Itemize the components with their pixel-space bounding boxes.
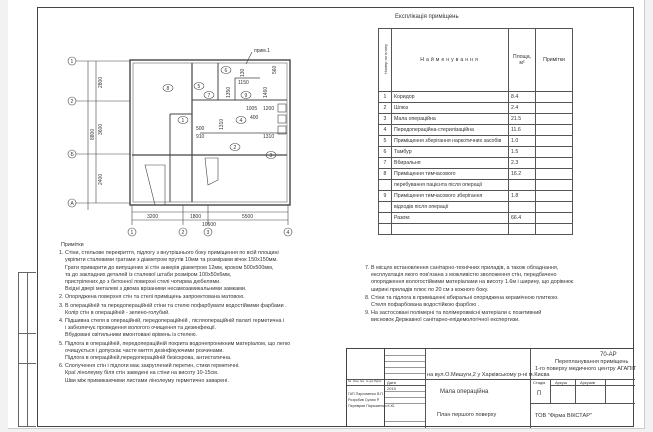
- cell-name: відходів після операції: [392, 202, 509, 213]
- inner-dim: 1310: [219, 118, 225, 130]
- note-item: [56, 250, 326, 293]
- axis-col-4: 4: [286, 230, 290, 236]
- dim-bottom-1: 1800: [190, 214, 202, 220]
- inner-dim: 500: [196, 126, 205, 132]
- cell-num: 9: [379, 191, 392, 202]
- col-header-sign: Підпис: [374, 380, 382, 383]
- note-line: укріпити сталевими гратами з діаметром прутів 10мм та розмірами вічок 150х150мм.: [65, 257, 278, 264]
- year: 2019: [387, 386, 396, 391]
- note-item: [365, 295, 627, 309]
- table-row: [379, 125, 573, 136]
- table-row: [379, 114, 573, 125]
- note-item: [56, 318, 326, 340]
- table-row: [379, 202, 573, 213]
- cell-area: 2.4: [509, 103, 536, 114]
- room-mark-8: 8: [166, 86, 170, 92]
- note-line: опорядження вологостійкими матеріалами на висоту 1.6м і ширину, що дорівнює: [371, 279, 574, 286]
- drawing-code: 70-АР: [600, 352, 617, 358]
- cell-name: Разом:: [392, 213, 509, 224]
- cell-area: 1.5: [509, 147, 536, 158]
- note-line: Вхідні двері металеві з двома врізаними несамозамикальними замками.: [65, 286, 247, 293]
- inner-dim: 1350: [226, 86, 232, 98]
- inner-dim: 1200: [263, 106, 275, 112]
- cell-num: 6: [379, 147, 392, 158]
- dim-left-3: 2400: [98, 173, 104, 185]
- cell-num: [379, 213, 392, 224]
- axis-row-a: А: [70, 201, 74, 207]
- note-line: Вбудовані світильники вмонтовані врівень із стелею.: [65, 332, 198, 339]
- cell-area: 21.5: [509, 114, 536, 125]
- plan-labels: [71, 48, 290, 236]
- role-checker: Перевірив Пархоменко К.Ю.: [348, 404, 396, 408]
- inner-dim: 1005: [246, 106, 258, 112]
- note-item: [56, 294, 326, 301]
- inner-dim: 910: [196, 134, 205, 140]
- note-line: висновок Державної санітарно-епідемологічної експертизи.: [371, 317, 520, 324]
- table-row: [379, 147, 573, 158]
- cell-name: Тамбур: [392, 147, 509, 158]
- room-mark-1: 1: [181, 118, 185, 124]
- sheet-name: План першого поверху: [437, 412, 497, 418]
- binding-stamp: [18, 272, 36, 427]
- room-mark-5: 5: [197, 84, 201, 90]
- inner-dim: 560: [272, 65, 278, 74]
- dim-bottom-2: 5500: [242, 214, 254, 220]
- axis-col-3: 3: [206, 230, 210, 236]
- explication-table: [378, 28, 573, 235]
- note-line: 3. В операційній та передопераційній стіни та стелю пофарбувати водостійкими фарбами .: [59, 302, 287, 309]
- sheet-label: Аркуш: [555, 380, 567, 385]
- axis-col-1: 1: [130, 230, 134, 236]
- cell-num: 7: [379, 158, 392, 169]
- note-line: 4. Підшивна стеля в операційній, передопераційній , післяопераційній палаті герметична і: [59, 318, 285, 325]
- note-line: ширині приладів плюс по 20 см з кожного боку.: [371, 286, 489, 293]
- company-name: ТОВ "Фірма ВІКСТАР": [535, 413, 592, 419]
- title-block: [384, 348, 637, 427]
- cell-area: 8.4: [509, 92, 536, 103]
- cell-name: Шлюз: [392, 103, 509, 114]
- table-row: [379, 191, 573, 202]
- cell-num: 4: [379, 125, 392, 136]
- cell-num: [379, 180, 392, 191]
- note-line: і забезпечує проведення вологого очищення та дезинфекції.: [65, 325, 217, 332]
- note-line: 5. Підлога в операційній, передопераційній покрита водонепроникним матеріалом, що легко: [59, 340, 291, 347]
- note-item: [365, 310, 627, 324]
- stage-value: П: [537, 391, 542, 397]
- dim-bottom-0: 3200: [147, 214, 159, 220]
- dim-left-1: 8800: [90, 128, 96, 140]
- cell-notes: [536, 169, 573, 180]
- cell-notes: [536, 92, 573, 103]
- note-line: Стеля пофарбована водостійкою фарбою .: [371, 302, 480, 309]
- cell-name: Приміщення зберігання наркотичних засобів: [392, 136, 509, 147]
- table-row: [379, 169, 573, 180]
- axis-row-2: 2: [70, 99, 74, 105]
- cell-name: Вбиральня: [392, 158, 509, 169]
- cell-num: [379, 202, 392, 213]
- note-line: пристріпених до з бетонної поверхні стелі чотирма дюбелями.: [65, 279, 221, 286]
- inner-dim: 130: [240, 68, 246, 77]
- col-header-date: Дата: [387, 380, 396, 385]
- sig-col-headers: [347, 380, 385, 385]
- cell-area: 16.2: [509, 169, 536, 180]
- room-mark-9: 9: [244, 93, 248, 99]
- sheets-label: Аркушів: [580, 380, 595, 385]
- note-line: 2. Опоряджена поверхня стін та стелі приміщень запроектована матовою.: [59, 294, 245, 301]
- note-line: очищується і допускає часте миття дезінфікуючими розчинами.: [65, 347, 224, 354]
- note-line: Грати приварити до випущених зі стін анкерів діаметром 12мм, кроком 500х500мм,: [65, 264, 274, 271]
- note-line: Колір стін в операційній - зелено-голубий.: [65, 309, 170, 316]
- cell-notes: [536, 202, 573, 213]
- inner-dim: 1150: [238, 80, 249, 86]
- project-line-3: на вул.О.Мишуги,2 у Харківському р-ні м.Києва: [427, 372, 550, 378]
- table-row: [379, 180, 573, 191]
- note-line: 8. Стіни та підлога в приміщенні вбиральні опоряджена керамічною плиткою.: [365, 294, 559, 301]
- table-row: [379, 92, 573, 103]
- note-line: 1. Стіни, стельове перекриття, підлогу з внутрішнього боку приміщення по всій площині: [59, 250, 279, 257]
- dim-left-2: 3600: [98, 123, 104, 135]
- inner-dim: 400: [250, 115, 259, 121]
- axis-row-1: 1: [70, 59, 74, 65]
- room-mark-3: 3: [269, 153, 273, 159]
- cell-area: 1.0: [509, 136, 536, 147]
- notes-left: [56, 242, 326, 386]
- cell-notes: [536, 147, 573, 158]
- cell-area: [509, 180, 536, 191]
- cell-notes: [536, 213, 573, 224]
- dim-left-0: 2800: [98, 76, 104, 88]
- inner-dim: 1310: [263, 134, 275, 140]
- header-num: Номер по плану: [379, 29, 392, 92]
- stage-label: Стадія: [533, 380, 546, 385]
- cell-name: Коридор: [392, 92, 509, 103]
- note-item: [56, 303, 326, 317]
- cell-notes: [536, 114, 573, 125]
- role-gap: ГАП Пархоменко В.П.: [348, 392, 384, 396]
- col-header-qty: Кільк.: [353, 380, 360, 383]
- cell-notes: [536, 180, 573, 191]
- cell-num: 8: [379, 169, 392, 180]
- cell-num: 5: [379, 136, 392, 147]
- cell-notes: [536, 125, 573, 136]
- cell-num: 3: [379, 114, 392, 125]
- inner-dim: 1460: [263, 86, 269, 98]
- note-line: Краї лінолеуму біля стін заведені на стіни на висоту 10-15см.: [65, 370, 219, 377]
- cell-notes: [536, 136, 573, 147]
- room-mark-4: 4: [239, 118, 243, 124]
- role-developer: Розробив Сулим Р.: [348, 398, 380, 402]
- note-line: експлуатація якого пов'язана з можливістю зволоження стін, передбачено: [371, 272, 557, 279]
- note-line: Шви між примикаючими листами лінолеуму герметично заварені.: [65, 377, 229, 384]
- cell-name: Мала операційна: [392, 114, 509, 125]
- cell-name: Приміщення тимчасового: [392, 169, 509, 180]
- drawing-name: Мала операційна: [440, 389, 489, 395]
- room-mark-2: 2: [233, 145, 237, 151]
- cell-area: 11.6: [509, 125, 536, 136]
- axis-row-b: Б: [70, 152, 74, 158]
- cell-num: 2: [379, 103, 392, 114]
- table-row: [379, 158, 573, 169]
- room-mark-7: 7: [207, 93, 211, 99]
- table-row-empty: [379, 224, 573, 235]
- col-header-change: Зм.: [348, 380, 352, 383]
- notes-title: Примітки: [61, 242, 84, 248]
- dim-total: 10500: [202, 222, 216, 228]
- room-mark-6: 6: [224, 68, 228, 74]
- cell-notes: [536, 158, 573, 169]
- table-row: [379, 103, 573, 114]
- cell-num: 1: [379, 92, 392, 103]
- cell-name: перебування пацієнта після операції: [392, 180, 509, 191]
- floor-plan: [20, 40, 360, 240]
- callout-label: прим.1: [254, 48, 270, 54]
- cell-area: 1.8: [509, 191, 536, 202]
- project-line-1: Перепланування приміщень: [555, 359, 629, 365]
- note-line: та до закладних деталей із сталевої штаби розміром 100х50х6мм,: [65, 271, 232, 278]
- table-row: [379, 213, 573, 224]
- note-line: 9. На застосовані полімерні та полімеровмісні матеріали є позитивний: [365, 310, 542, 317]
- cell-notes: [536, 103, 573, 114]
- col-header-doc: № док.: [366, 380, 374, 383]
- cell-area: [509, 202, 536, 213]
- explication-title: Експлікація приміщень: [395, 14, 459, 20]
- cell-name: Приміщення тимчасового зберігання: [392, 191, 509, 202]
- note-item: [56, 363, 326, 385]
- note-line: 6. Сполучення стін і підлоги має закруглений перетин, стики герметичні.: [59, 363, 240, 370]
- table-header-row: [379, 29, 573, 92]
- note-line: 7. В місцях встановлення санітарно-технічних приладів, а також обладнання,: [365, 265, 559, 271]
- col-header-sheet: Арк.: [360, 380, 365, 383]
- note-line: Підлога в операційній,передопераційній безіскрова, антистатична.: [65, 355, 232, 362]
- project-line-2: 1-го поверху медичного центру АГАПІТ: [535, 366, 637, 372]
- header-notes: Примітки: [536, 29, 573, 92]
- note-item: [56, 341, 326, 363]
- cell-name: Передопераційна-стерилізаційна: [392, 125, 509, 136]
- notes-right: [365, 265, 627, 326]
- header-area: Площа, м²: [509, 29, 536, 92]
- table-row: [379, 136, 573, 147]
- cell-area: 2.3: [509, 158, 536, 169]
- cell-notes: [536, 191, 573, 202]
- header-name: Найменування: [392, 29, 509, 92]
- note-item: [365, 265, 627, 294]
- axis-col-2: 2: [181, 230, 185, 236]
- cell-area: 66.4: [509, 213, 536, 224]
